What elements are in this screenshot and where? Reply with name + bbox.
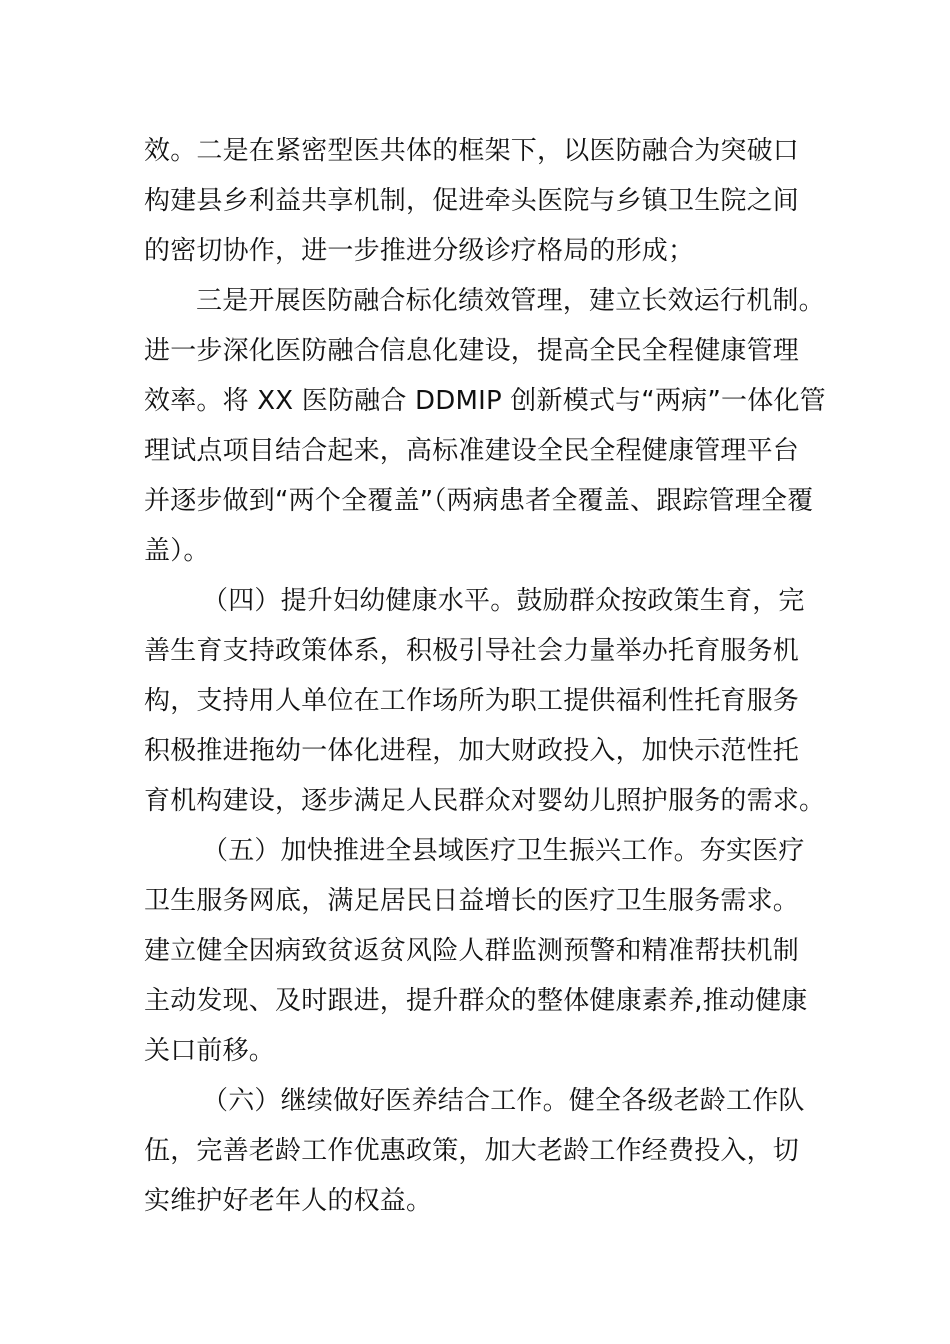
text-line: 主动发现、及时跟进，提升群众的整体健康素养,推动健康 [144,986,808,1016]
section-heading-line: （六）继续做好医养结合工作。健全各级老龄工作队 [202,1086,805,1116]
text-line: 卫生服务网底，满足居民日益增长的医疗卫生服务需求。 [144,886,800,916]
text-line: 盖）。 [144,536,210,566]
text-line: 进一步深化医防融合信息化建设，提高全民全程健康管理 [144,336,800,366]
text-line: 善生育支持政策体系，积极引导社会力量举办托育服务机 [144,636,800,666]
section-heading-line: （五）加快推进全县域医疗卫生振兴工作。夯实医疗 [202,836,805,866]
text-line: 关口前移。 [144,1036,276,1066]
document-body [144,126,824,1226]
text-line: 理试点项目结合起来，高标准建设全民全程健康管理平台 [144,436,800,466]
text-line: 构，支持用人单位在工作场所为职工提供福利性托育服务 [144,686,800,716]
paragraph-start-line: 三是开展医防融合标化绩效管理，建立长效运行机制。 [196,286,825,316]
text-line: 育机构建设，逐步满足人民群众对婴幼儿照护服务的需求。 [144,786,826,816]
text-line: 建立健全因病致贫返贫风险人群监测预警和精准帮扶机制 [144,936,800,966]
text-line: 构建县乡利益共享机制，促进牵头医院与乡镇卫生院之间 [144,186,800,216]
text-line: 伍，完善老龄工作优惠政策，加大老龄工作经费投入，切 [144,1136,800,1166]
text-line: 效率。将 XX 医防融合 DDMIP 创新模式与“两病”一体化管 [144,386,826,416]
text-line: 效。二是在紧密型医共体的框架下，以医防融合为突破口 [144,136,800,166]
section-heading-line: （四）提升妇幼健康水平。鼓励群众按政策生育，完 [202,586,805,616]
text-line: 实维护好老年人的权益。 [144,1186,433,1216]
text-line: 的密切协作，进一步推进分级诊疗格局的形成； [144,236,695,266]
text-line: 积极推进拖幼一体化进程，加大财政投入，加快示范性托 [144,736,800,766]
text-line: 并逐步做到“两个全覆盖”（两病患者全覆盖、跟踪管理全覆 [144,486,814,516]
